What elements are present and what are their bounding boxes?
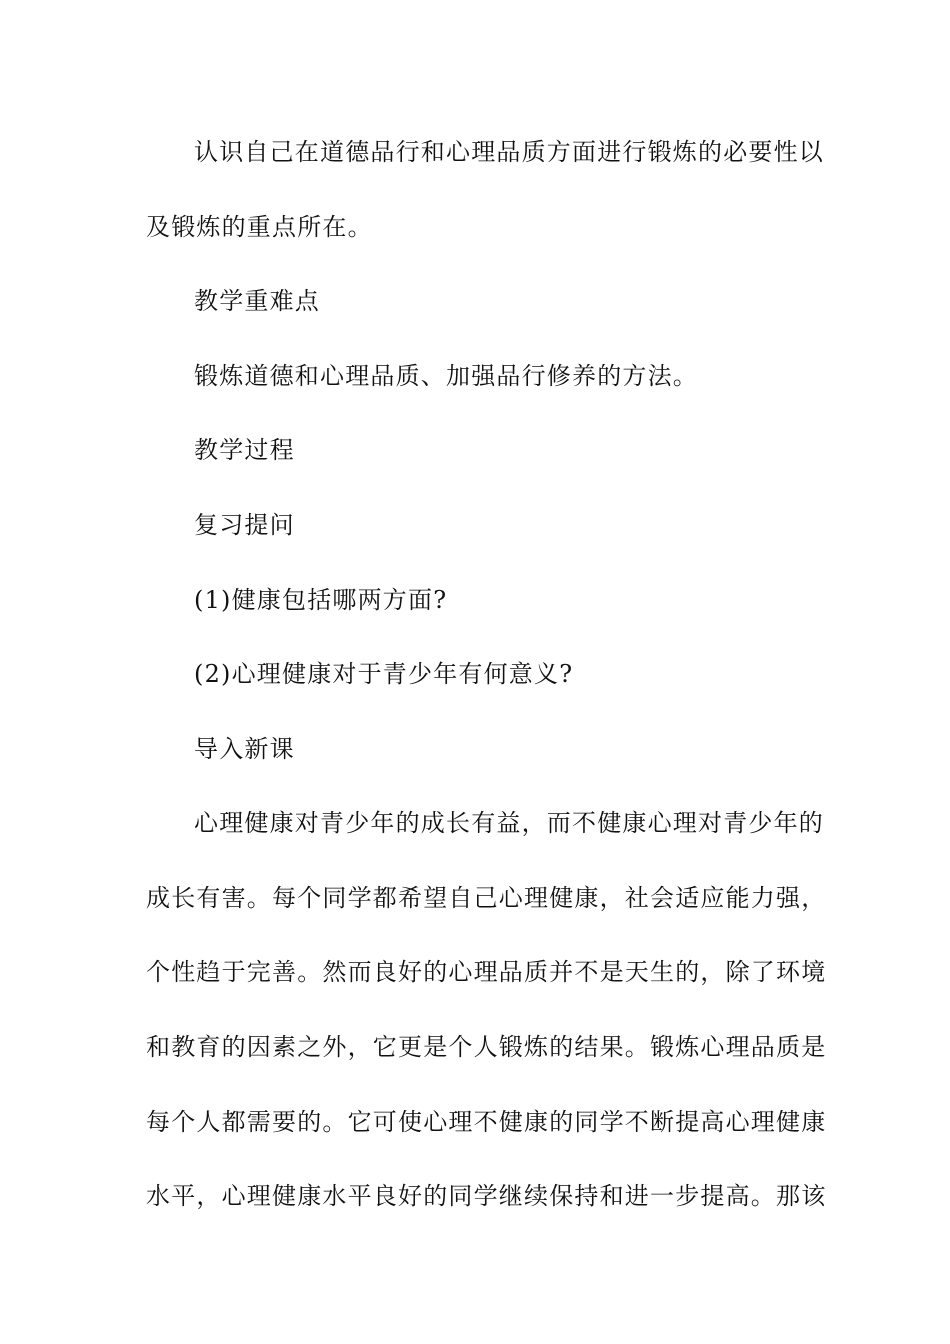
paragraph-line: 每个人都需要的。它可使心理不健康的同学不断提高心理健康	[146, 1108, 827, 1136]
section-heading: 教学重难点	[194, 287, 320, 315]
section-heading: 教学过程	[194, 436, 295, 464]
paragraph-line: 水平，心理健康水平良好的同学继续保持和进一步提高。那该	[146, 1182, 827, 1210]
section-heading: 导入新课	[194, 735, 295, 763]
question-item: (1)健康包括哪两方面?	[194, 586, 448, 614]
paragraph-line: 个性趋于完善。然而良好的心理品质并不是天生的，除了环境	[146, 958, 827, 986]
question-item: (2)心理健康对于青少年有何意义?	[194, 660, 574, 688]
paragraph-line: 心理健康对青少年的成长有益，而不健康心理对青少年的	[194, 809, 824, 837]
paragraph-line: 和教育的因素之外，它更是个人锻炼的结果。锻炼心理品质是	[146, 1033, 827, 1061]
section-heading: 复习提问	[194, 511, 295, 539]
paragraph-line: 及锻炼的重点所在。	[146, 213, 373, 241]
paragraph-line: 锻炼道德和心理品质、加强品行修养的方法。	[194, 362, 698, 390]
paragraph-line: 成长有害。每个同学都希望自己心理健康，社会适应能力强，	[146, 884, 827, 912]
paragraph-line: 认识自己在道德品行和心理品质方面进行锻炼的必要性以	[194, 138, 824, 166]
